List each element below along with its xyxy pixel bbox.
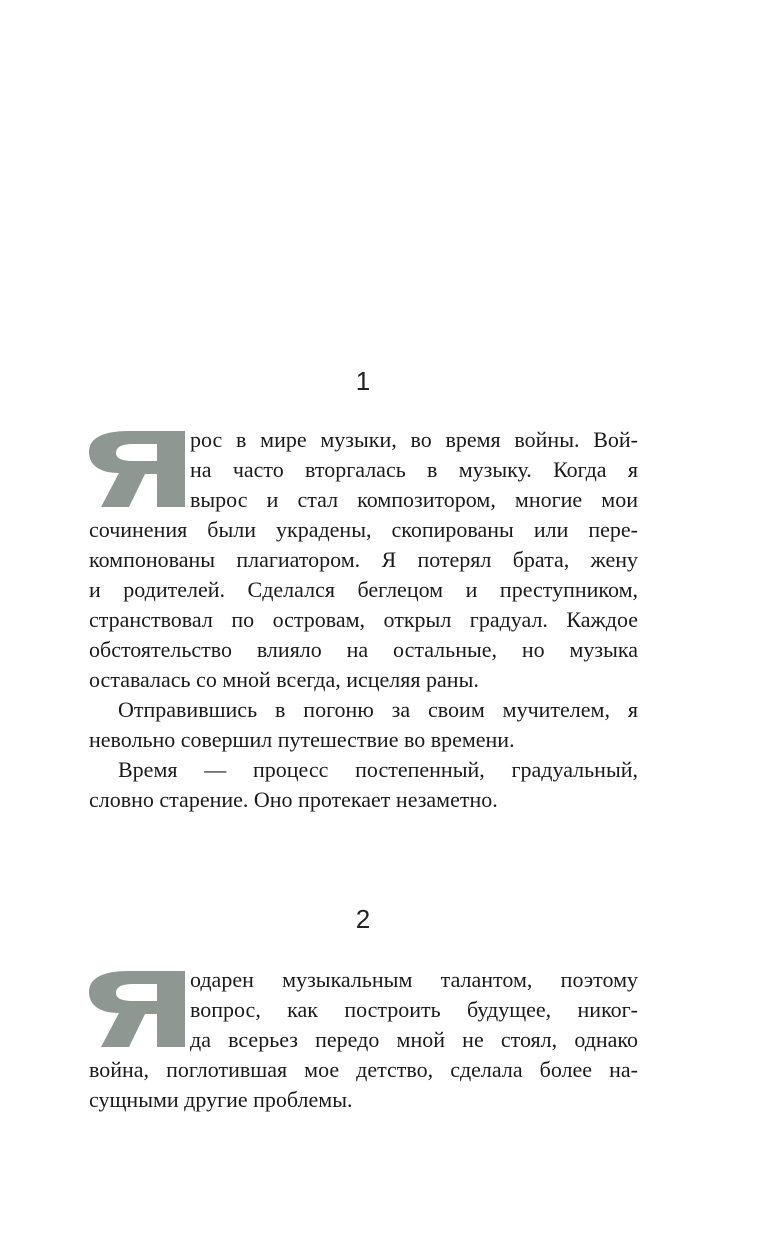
- text-line: Время — процесс постепенный, градуальный,: [118, 757, 638, 782]
- text-line: Отправившись в погоню за своим мучителем, я: [118, 697, 638, 722]
- text-line: одарен музыкальным талантом, поэтому: [190, 967, 638, 992]
- text-line: невольно совершил путешествие во времени.: [89, 727, 515, 752]
- chapter-number: 1: [355, 366, 371, 396]
- text-line: да всерьез передо мной не стоял, однако: [190, 1027, 638, 1052]
- text-line: компонованы плагиатором. Я потерял брата, жену: [89, 547, 638, 572]
- dropcap-letter: [89, 971, 185, 1047]
- text-line: сущными другие проблемы.: [89, 1087, 353, 1112]
- text-line: вопрос, как построить будущее, никог-: [190, 997, 638, 1022]
- text-line: странствовал по островам, открыл градуал. Каждое: [89, 607, 638, 632]
- text-line: оставалась со мной всегда, исцеляя раны.: [89, 667, 479, 692]
- chapter-number: 2: [355, 904, 371, 934]
- text-line: и родителей. Сделался беглецом и преступником,: [89, 577, 638, 602]
- text-line: война, поглотившая мое детство, сделала более на-: [89, 1057, 638, 1082]
- text-line: на часто вторгалась в музыку. Когда я: [190, 457, 638, 482]
- text-line: словно старение. Оно протекает незаметно.: [89, 787, 498, 812]
- text-line: рос в мире музыки, во время войны. Вой-: [190, 427, 638, 452]
- text-line: сочинения были украдены, скопированы или пере-: [89, 517, 638, 542]
- text-line: обстоятельство влияло на остальные, но музыка: [89, 637, 638, 662]
- dropcap-letter: [89, 431, 185, 507]
- text-line: вырос и стал композитором, многие мои: [190, 487, 638, 512]
